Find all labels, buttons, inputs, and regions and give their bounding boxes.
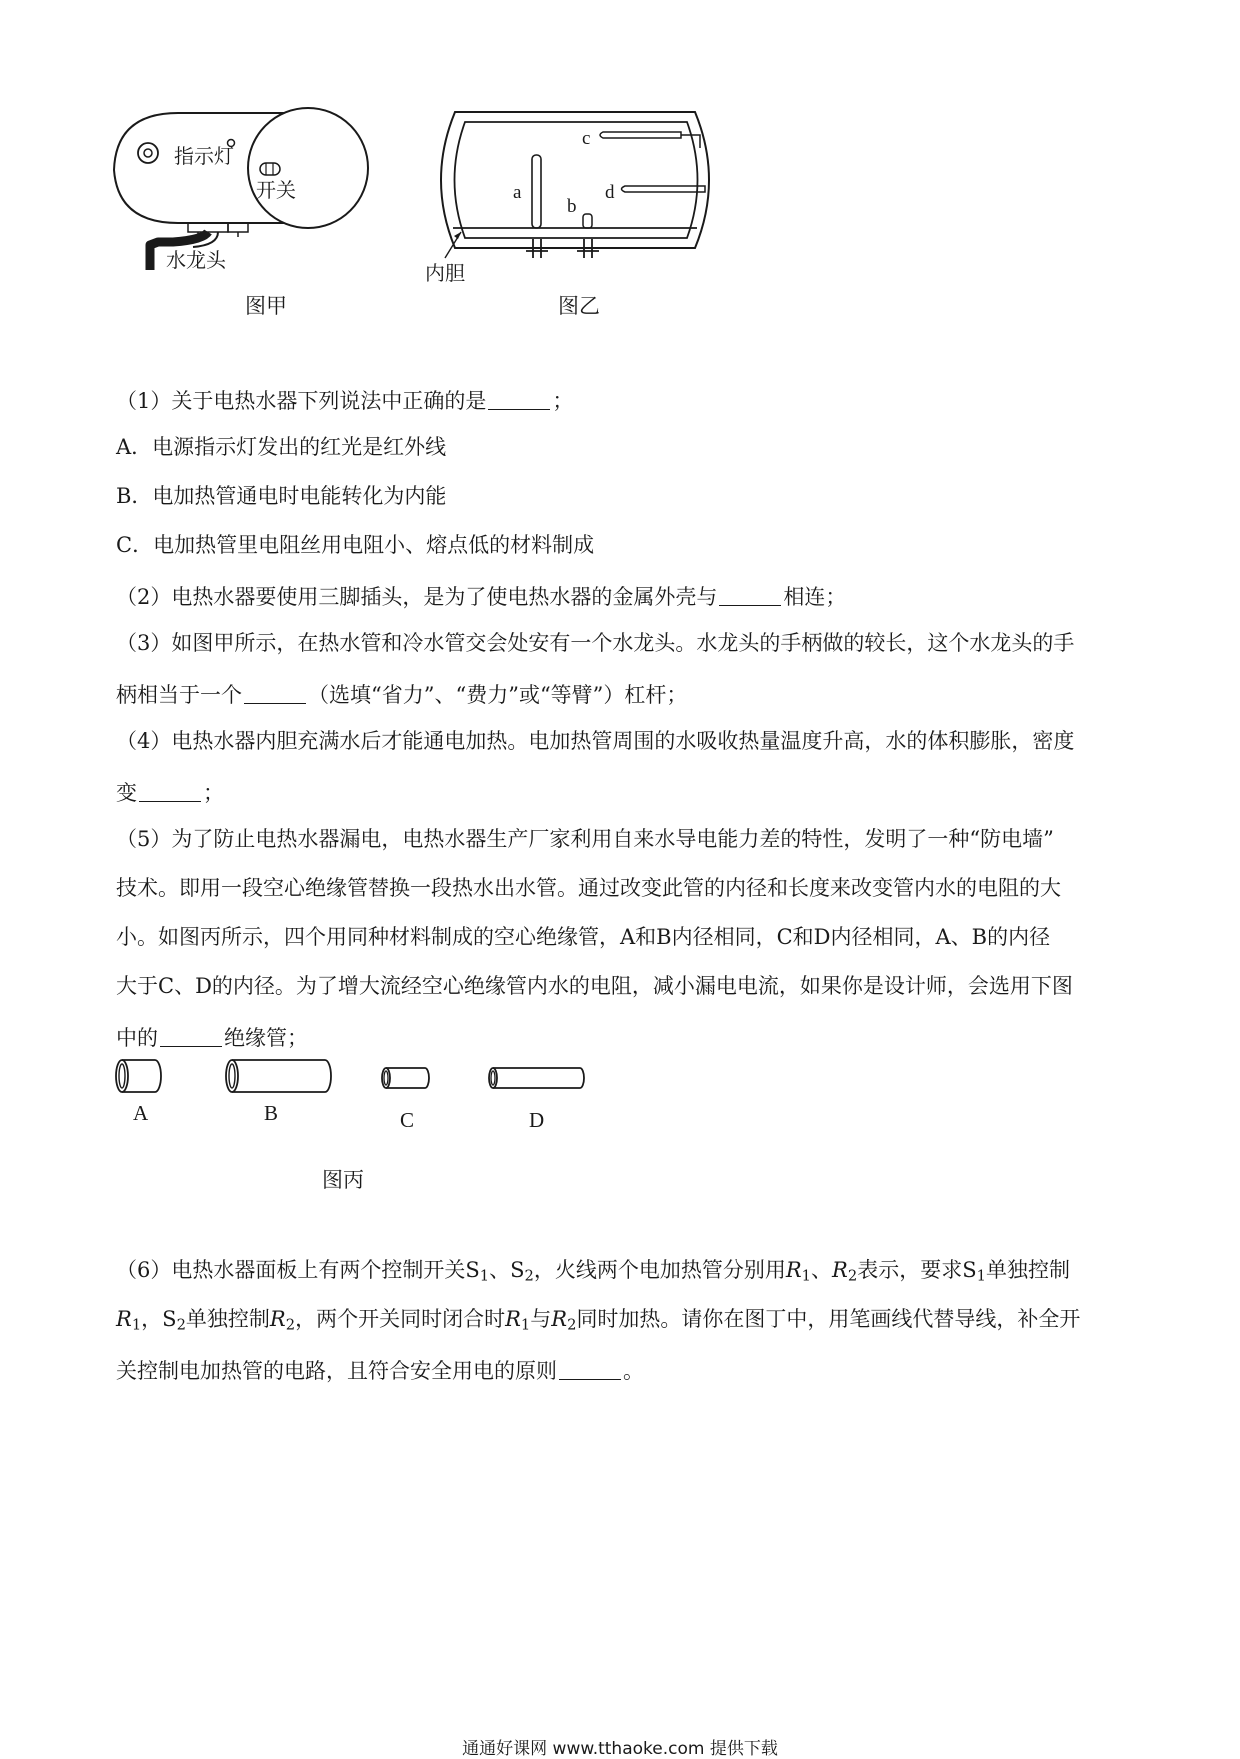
- water-heater-section-drawing: [425, 108, 725, 293]
- tube-c: [382, 1068, 429, 1088]
- label-c: c: [582, 128, 591, 149]
- figure-bing: [110, 1055, 590, 1135]
- tube-a: [116, 1060, 161, 1092]
- answer-blank-q6: [559, 1358, 621, 1380]
- figure-yi: [425, 108, 725, 293]
- indicator-label: 指示灯: [174, 144, 234, 168]
- q6-line-3: 关控制电加热管的电路，且符合安全用电的原则 。: [116, 1359, 644, 1383]
- faucet-label: 水龙头: [166, 248, 226, 272]
- q1-option-b: B．电加热管通电时电能转化为内能: [116, 484, 447, 508]
- label-b: b: [567, 196, 577, 217]
- liner-label: 内胆: [425, 261, 465, 285]
- answer-blank-q2: [719, 584, 781, 606]
- q1-option-c: C．电加热管里电阻丝用电阻小、熔点低的材料制成: [116, 533, 595, 557]
- tube-d: [489, 1068, 584, 1088]
- q6-line-1: （6）电热水器面板上有两个控制开关$S_1$、$S_2$，火线两个电加热管分别用$R_1$、$R_2$表示，要求$S_1$单独控制: [116, 1258, 1070, 1285]
- label-d: d: [605, 182, 615, 203]
- q3-line-2: 柄相当于一个 （选填“省力”、“费力”或“等臂”）杠杆；: [116, 683, 688, 707]
- q5-line-5: 中的 绝缘管；: [116, 1026, 308, 1050]
- q5-line-4: 大于C、D的内径。为了增大流经空心绝缘管内水的电阻，减小漏电电流，如果你是设计师，会选用下图: [116, 974, 1073, 998]
- figure-bing-caption: 图丙: [322, 1168, 364, 1192]
- insulating-tubes-drawing: [110, 1055, 590, 1135]
- switch-label: 开关: [256, 178, 296, 202]
- answer-blank-q5: [160, 1025, 222, 1047]
- tube-d-label: D: [529, 1108, 545, 1132]
- answer-blank-q3: [244, 682, 306, 704]
- water-heater-exterior-drawing: [108, 105, 388, 285]
- q1-option-a: A．电源指示灯发出的红光是红外线: [116, 435, 447, 459]
- q4-line-2: 变 ；: [116, 781, 224, 805]
- q5-line-2: 技术。即用一段空心绝缘管替换一段热水出水管。通过改变此管的内径和长度来改变管内水的电阻的大: [116, 876, 1061, 900]
- tube-c-label: C: [400, 1108, 415, 1132]
- tube-b: [226, 1060, 331, 1092]
- answer-blank-q4: [139, 780, 201, 802]
- page-footer: 通通好课网 www.tthaoke.com 提供下载: [462, 1739, 778, 1759]
- tube-b-label: B: [264, 1101, 279, 1125]
- q6-line-2: $R_1$，$S_2$单独控制$R_2$，两个开关同时闭合时$R_1$与$R_2$同时加热。请你在图丁中，用笔画线代替导线，补全开: [116, 1307, 1081, 1334]
- q2-stem: （2）电热水器要使用三脚插头，是为了使电热水器的金属外壳与 相连；: [116, 585, 847, 609]
- q5-line-3: 小。如图丙所示，四个用同种材料制成的空心绝缘管，A和B内径相同，C和D内径相同，A、B的内径: [116, 925, 1051, 949]
- figure-jia-caption: 图甲: [245, 294, 287, 318]
- q1-stem: （1）关于电热水器下列说法中正确的是 ；: [116, 389, 574, 413]
- figure-jia: [108, 105, 388, 285]
- q3-line-1: （3）如图甲所示，在热水管和冷水管交会处安有一个水龙头。水龙头的手柄做的较长，这个水龙头的手: [116, 631, 1075, 655]
- tube-a-label: A: [133, 1101, 149, 1125]
- q4-line-1: （4）电热水器内胆充满水后才能通电加热。电加热管周围的水吸收热量温度升高，水的体积膨胀，密度: [116, 729, 1075, 753]
- q5-line-1: （5）为了防止电热水器漏电，电热水器生产厂家利用自来水导电能力差的特性，发明了一种“防电墙”: [116, 827, 1054, 851]
- answer-blank-q1: [488, 388, 550, 410]
- figure-yi-caption: 图乙: [558, 294, 600, 318]
- label-a: a: [513, 182, 522, 203]
